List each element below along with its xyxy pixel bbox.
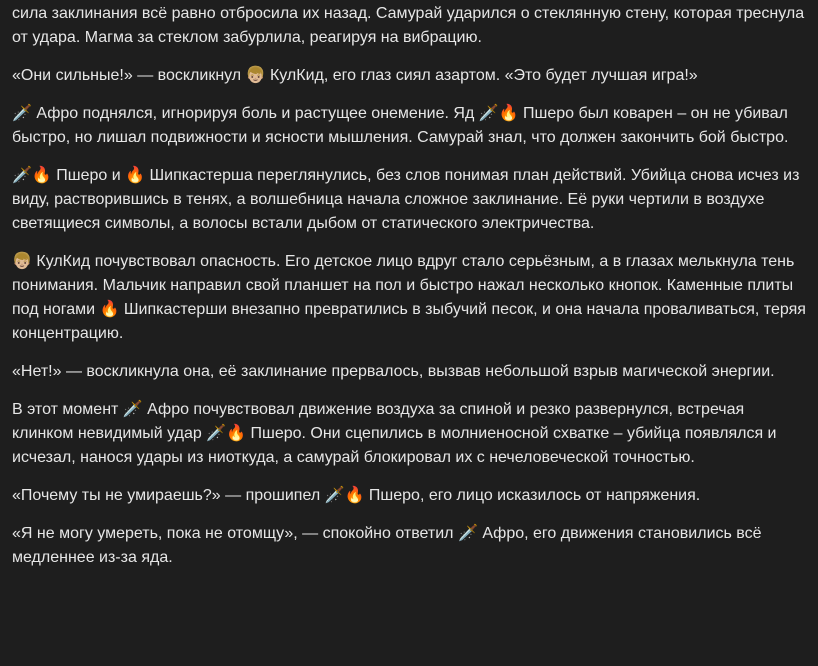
paragraph-8: «Почему ты не умираешь?» — прошипел 🗡️🔥 Пшеро, его лицо исказилось от напряжения.	[12, 487, 701, 504]
paragraph-1: сила заклинания всё равно отбросила их назад. Самурай ударился о стеклянную стену, которая треснула от удара. Магма за стеклом забурлила, реагируя на вибрацию.	[12, 5, 805, 46]
story-text	[12, 0, 808, 584]
paragraph-9: «Я не могу умереть, пока не отомщу», — спокойно ответил 🗡️ Афро, его движения становились всё медленнее из-за яда.	[12, 525, 762, 566]
paragraph-3: 🗡️ Афро поднялся, игнорируя боль и растущее онемение. Яд 🗡️🔥 Пшеро был коварен – он не убивал быстро, но лишал подвижности и ясности мышления. Самурай знал, что должен закончить бой быстро.	[12, 105, 789, 146]
paragraph-7: В этот момент 🗡️ Афро почувствовал движение воздуха за спиной и резко развернулся, встречая клинком невидимый удар 🗡️🔥 Пшеро. Они сцепились в молниеносной схватке – убийца появлялся и исчезал, нанося удары из ниоткуда, а самурай блокировал их с нечеловеческой точностью.	[12, 401, 777, 466]
paragraph-5: 👦🏼 КулКид почувствовал опасность. Его детское лицо вдруг стало серьёзным, а в глазах мелькнула тень понимания. Мальчик направил свой планшет на пол и быстро нажал несколько кнопок. Каменные плиты под ногами 🔥 Шипкастерши внезапно превратились в зыбучий песок, и она начала проваливаться, теряя концентрацию.	[12, 253, 806, 342]
paragraph-2: «Они сильные!» — воскликнул 👦🏼 КулКид, его глаз сиял азартом. «Это будет лучшая игра!»	[12, 67, 698, 84]
paragraph-4: 🗡️🔥 Пшеро и 🔥 Шипкастерша переглянулись, без слов понимая план действий. Убийца снова исчез из виду, растворившись в тенях, а волшебница начала сложное заклинание. Её руки чертили в воздухе светящиеся символы, а волосы встали дыбом от статического электричества.	[12, 167, 800, 232]
paragraph-6: «Нет!» — воскликнула она, её заклинание прервалось, вызвав небольшой взрыв магической энергии.	[12, 363, 775, 380]
